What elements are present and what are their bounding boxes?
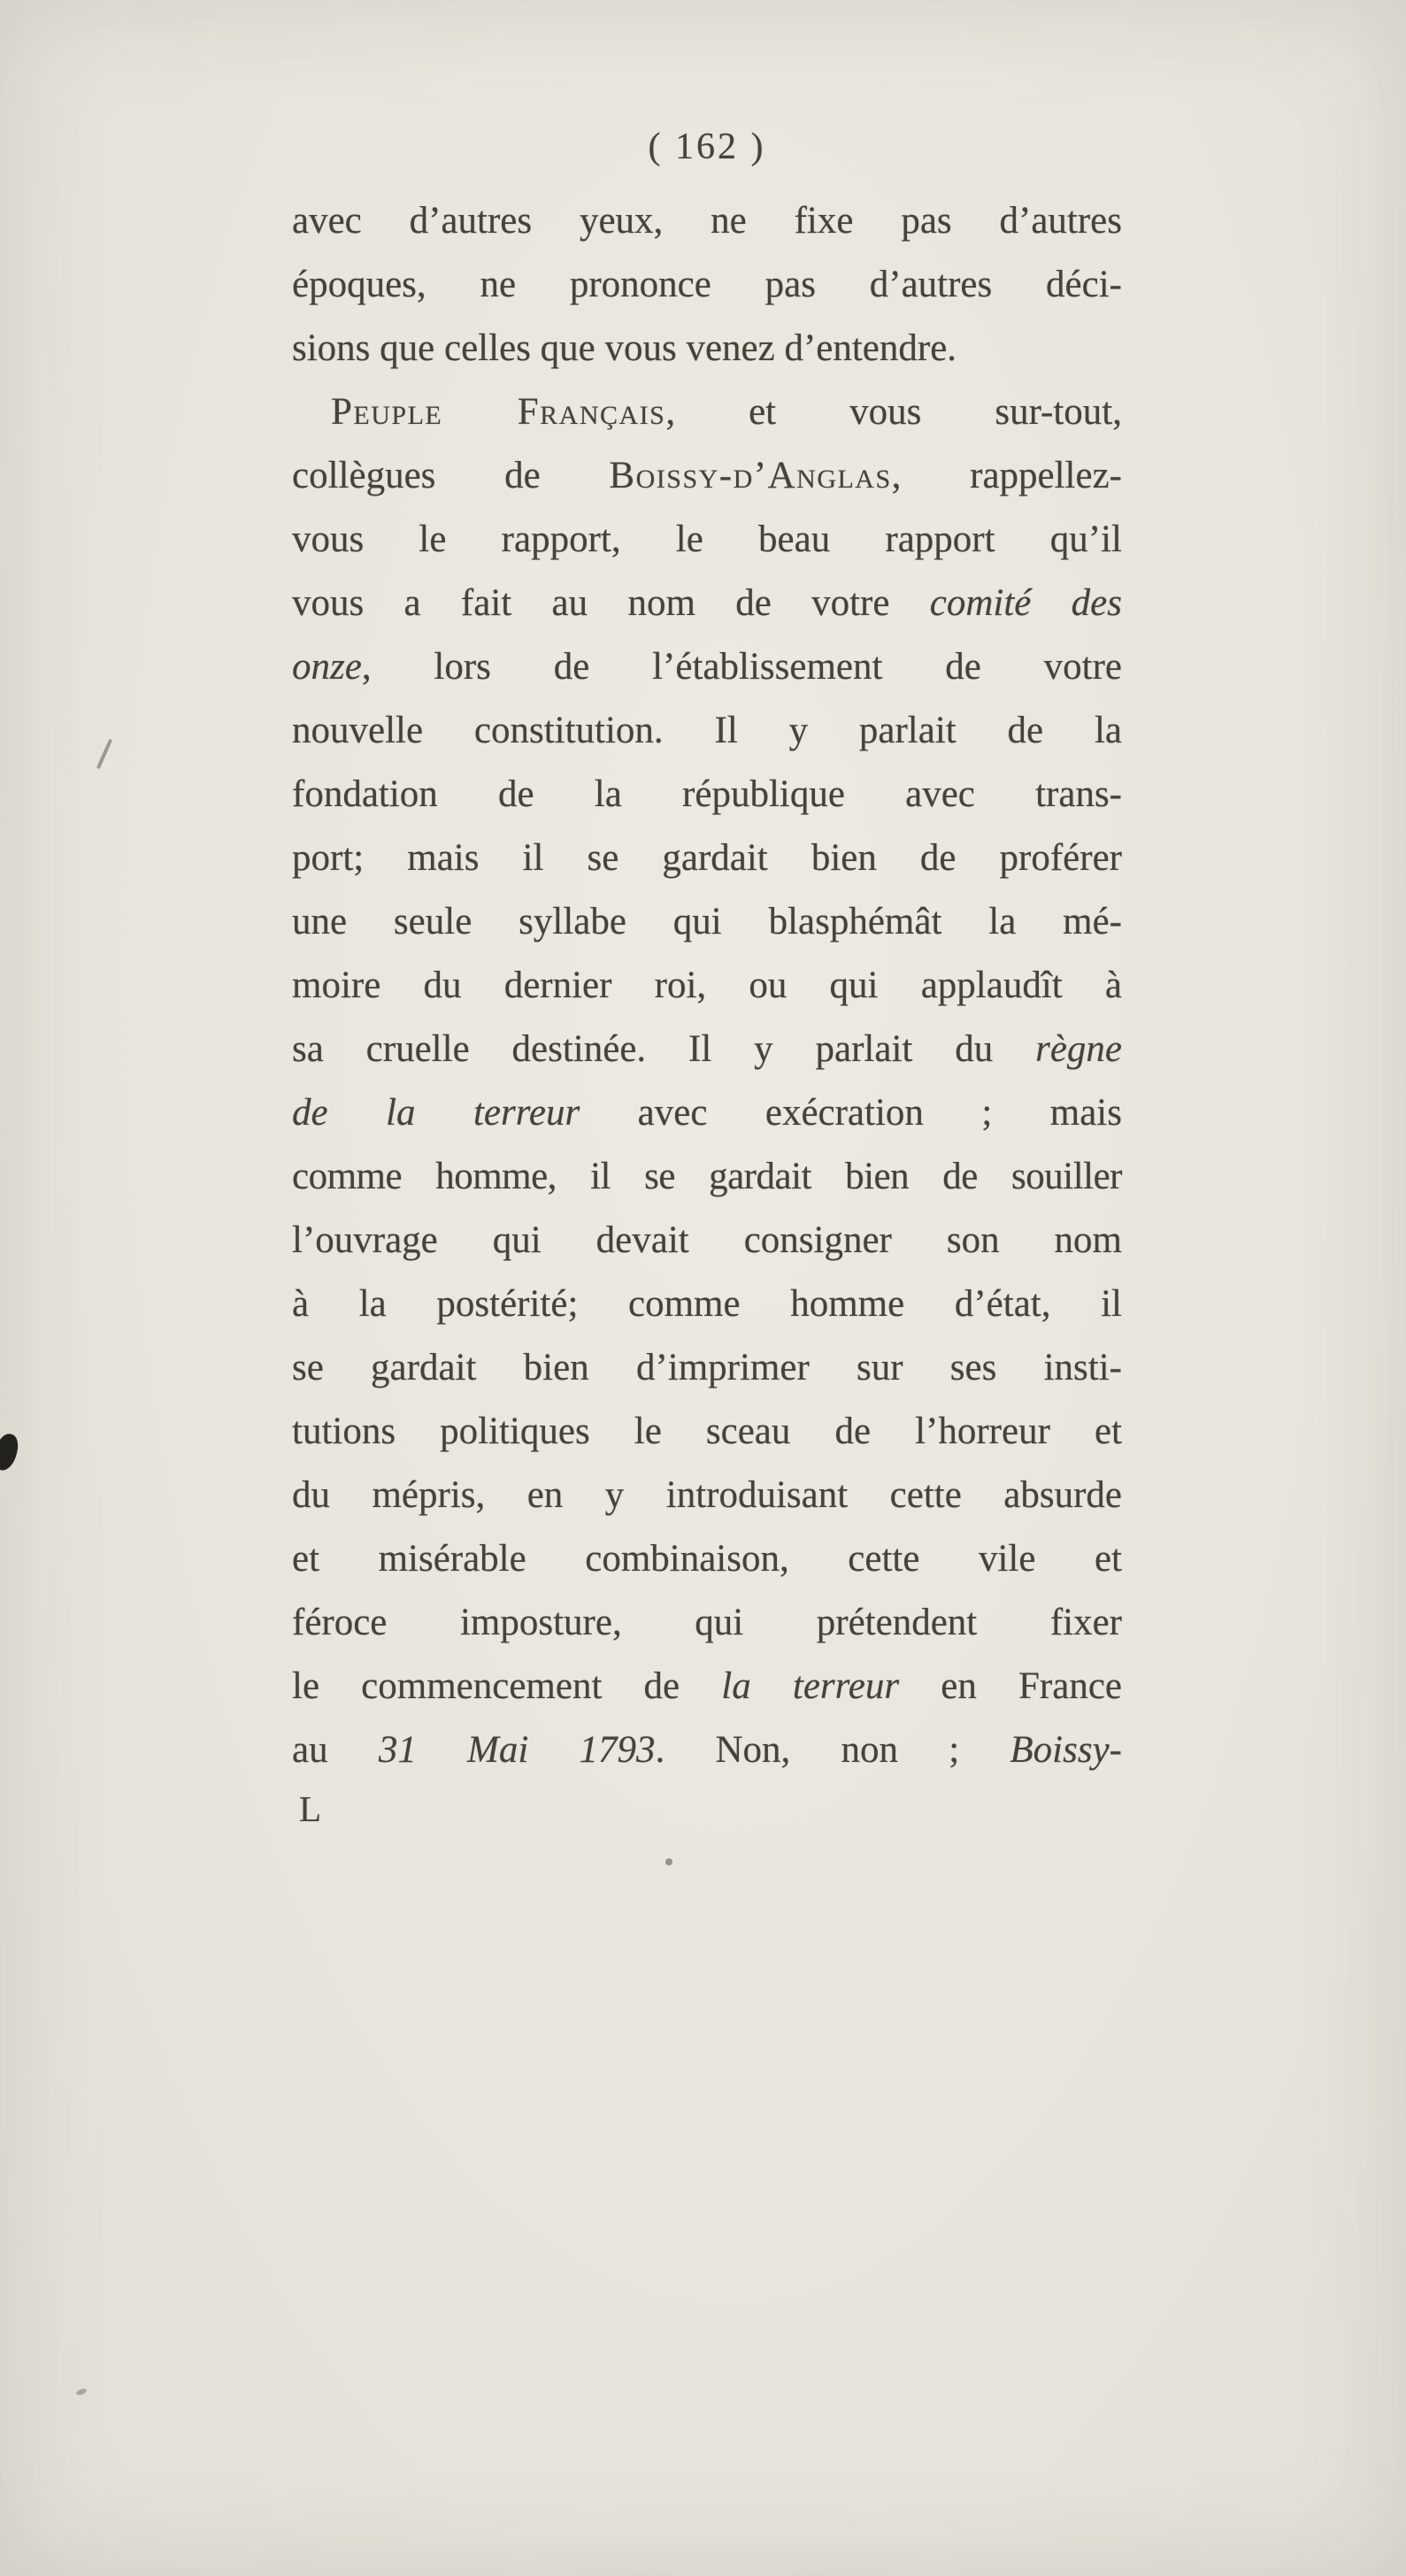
text-line <box>292 1145 1122 1209</box>
ink-blot <box>0 1432 20 1473</box>
text-segment: comme homme, il se gardait bien de souiller <box>292 1156 1122 1197</box>
text-block <box>292 189 1122 1782</box>
text-segment: fondation de la république avec trans- <box>292 773 1122 815</box>
text-segment: une seule syllabe qui blasphémât la mé- <box>292 901 1122 942</box>
text-line <box>292 827 1122 890</box>
text-segment: , et vous sur-tout, <box>665 391 1123 433</box>
text-line <box>292 1209 1122 1273</box>
text-segment: , lors de l’établissement de votre <box>361 646 1122 688</box>
page-number: ( 162 ) <box>648 127 766 167</box>
text-segment: port; mais il se gardait bien de proférer <box>292 837 1122 879</box>
text-line <box>292 1400 1122 1464</box>
text-segment: en France <box>899 1665 1123 1707</box>
text-line <box>292 1273 1122 1336</box>
text-segment: époques, ne prononce pas d’autres déci- <box>292 264 1122 305</box>
text-segment: du mépris, en y introduisant cette absurde <box>292 1474 1122 1516</box>
text-line <box>292 635 1122 699</box>
text-line <box>292 381 1122 444</box>
text-line <box>292 1018 1122 1081</box>
italic-text: 31 Mai 1793 <box>378 1729 656 1771</box>
text-segment: . Non, non ; <box>655 1729 1010 1771</box>
text-segment: vous le rapport, le beau rapport qu’il <box>292 519 1122 560</box>
italic-text: Boissy- <box>1010 1729 1122 1771</box>
ink-speck <box>75 2388 87 2396</box>
text-line <box>292 1336 1122 1400</box>
italic-text: comité des <box>929 582 1122 624</box>
text-line <box>292 763 1122 827</box>
text-segment: avec exécration ; mais <box>580 1092 1122 1134</box>
text-line <box>292 253 1122 317</box>
text-segment: et misérable combinaison, cette vile et <box>292 1538 1122 1580</box>
text-segment: sions que celles que vous venez d’entendre. <box>292 327 957 369</box>
smallcaps-text: Boissy-d’Anglas <box>609 455 892 496</box>
text-line <box>292 444 1122 508</box>
text-line <box>292 1081 1122 1145</box>
text-line <box>292 317 1122 381</box>
text-segment: l’ouvrage qui devait consigner son nom <box>292 1219 1122 1261</box>
ink-speck <box>665 1858 672 1865</box>
text-line <box>292 508 1122 572</box>
text-line <box>292 1464 1122 1527</box>
text-line <box>292 1527 1122 1591</box>
text-line <box>292 1591 1122 1655</box>
text-line <box>292 954 1122 1018</box>
text-line <box>292 572 1122 635</box>
text-line <box>292 699 1122 763</box>
italic-text: de la terreur <box>292 1092 580 1134</box>
text-segment: sa cruelle destinée. Il y parlait du <box>292 1028 1036 1070</box>
text-segment: le commencement de <box>292 1665 722 1707</box>
italic-text: onze <box>292 646 362 688</box>
smallcaps-text: Peuple Français <box>331 391 666 433</box>
text-line <box>292 1719 1122 1782</box>
italic-text: règne <box>1035 1028 1122 1070</box>
text-segment: au <box>292 1729 379 1771</box>
text-segment: se gardait bien d’imprimer sur ses insti- <box>292 1347 1122 1388</box>
italic-text: la terreur <box>721 1665 900 1707</box>
text-segment: à la postérité; comme homme d’état, il <box>292 1283 1122 1325</box>
text-segment: collègues de <box>292 455 610 496</box>
text-line <box>292 890 1122 954</box>
text-segment: nouvelle constitution. Il y parlait de la <box>292 710 1122 751</box>
text-segment: , rappellez- <box>891 455 1122 496</box>
text-segment: tutions politiques le sceau de l’horreur et <box>292 1411 1122 1452</box>
text-segment: moire du dernier roi, ou qui applaudît à <box>292 965 1122 1006</box>
text-segment: avec d’autres yeux, ne fixe pas d’autres <box>292 200 1122 242</box>
text-line <box>292 1655 1122 1719</box>
signature-mark: L <box>299 1788 322 1829</box>
margin-mark <box>96 739 112 770</box>
text-line <box>292 189 1122 253</box>
text-segment: vous a fait au nom de votre <box>292 582 930 624</box>
text-segment: féroce imposture, qui prétendent fixer <box>292 1602 1122 1643</box>
